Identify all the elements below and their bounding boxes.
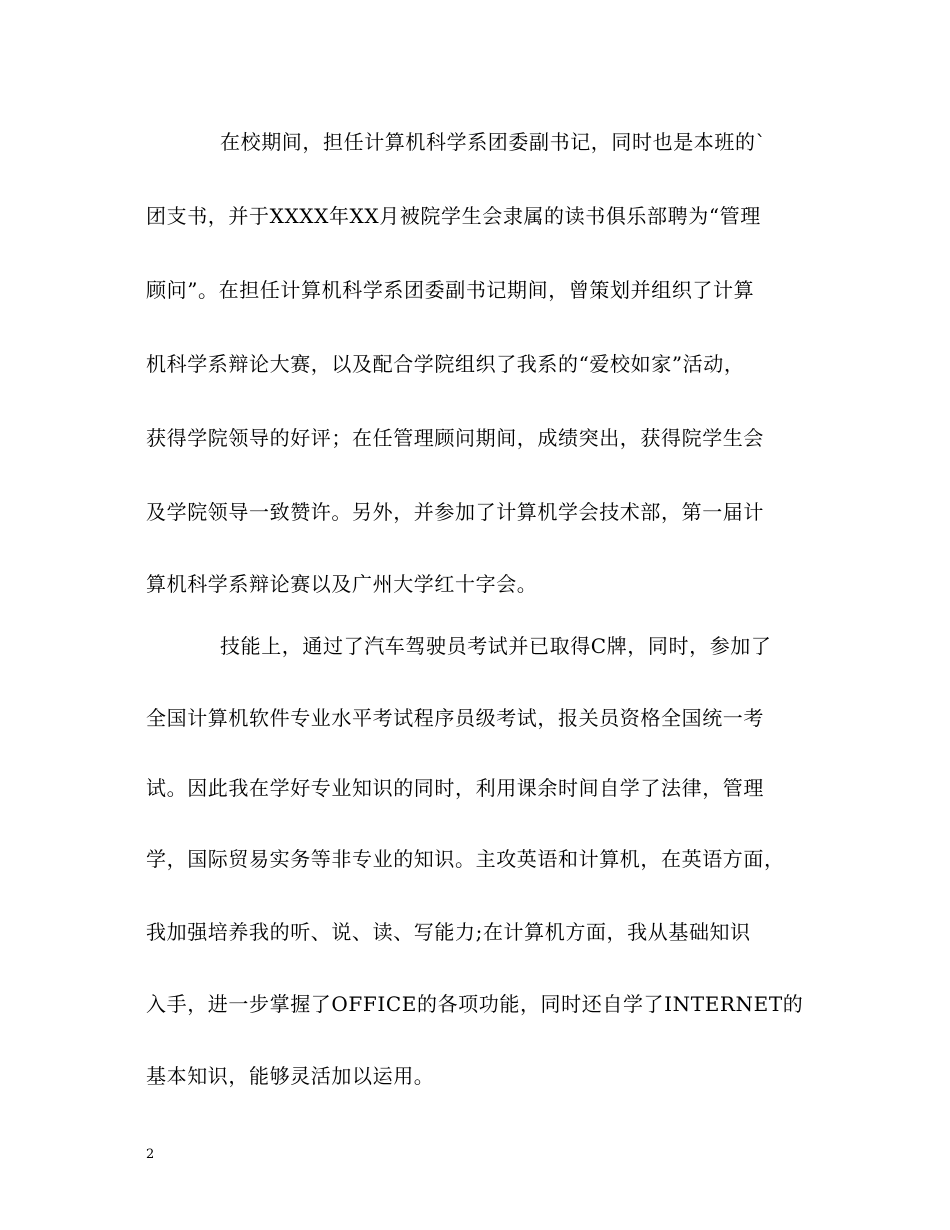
text-line: 顾问”。在担任计算机科学系团委副书记期间，曾策划并组织了计算	[146, 278, 755, 302]
text-line: 算机科学系辩论赛以及广州大学红十字会。	[146, 572, 538, 596]
text-line: 机科学系辩论大赛，以及配合学院组织了我系的“爱校如家”活动，	[146, 352, 745, 376]
text-line: 学，国际贸易实务等非专业的知识。主攻英语和计算机，在英语方面，	[146, 847, 785, 871]
text-line: 技能上，通过了汽车驾驶员考试并已取得C牌，同时，参加了	[220, 634, 772, 658]
text-line: 基本知识，能够灵活加以运用。	[146, 1064, 435, 1088]
text-line: 在校期间，担任计算机科学系团委副书记，同时也是本班的`	[220, 130, 767, 154]
text-line: 入手，进一步掌握了OFFICE的各项功能，同时还自学了INTERNET的	[146, 992, 804, 1016]
text-line: 试。因此我在学好专业知识的同时，利用课余时间自学了法律，管理	[146, 776, 764, 800]
text-line: 及学院领导一致赞许。另外，并参加了计算机学会技术部，第一届计	[146, 500, 764, 524]
page-number: 2	[146, 1147, 155, 1162]
text-line: 获得学院领导的好评；在任管理顾问期间，成绩突出，获得院学生会	[146, 426, 764, 450]
text-line: 全国计算机软件专业水平考试程序员级考试，报关员资格全国统一考	[146, 706, 764, 730]
text-line: 我加强培养我的听、说、读、写能力;在计算机方面，我从基础知识	[146, 920, 751, 944]
text-line: 团支书，并于XXXX年XX月被院学生会隶属的读书俱乐部聘为“管理	[146, 204, 761, 228]
